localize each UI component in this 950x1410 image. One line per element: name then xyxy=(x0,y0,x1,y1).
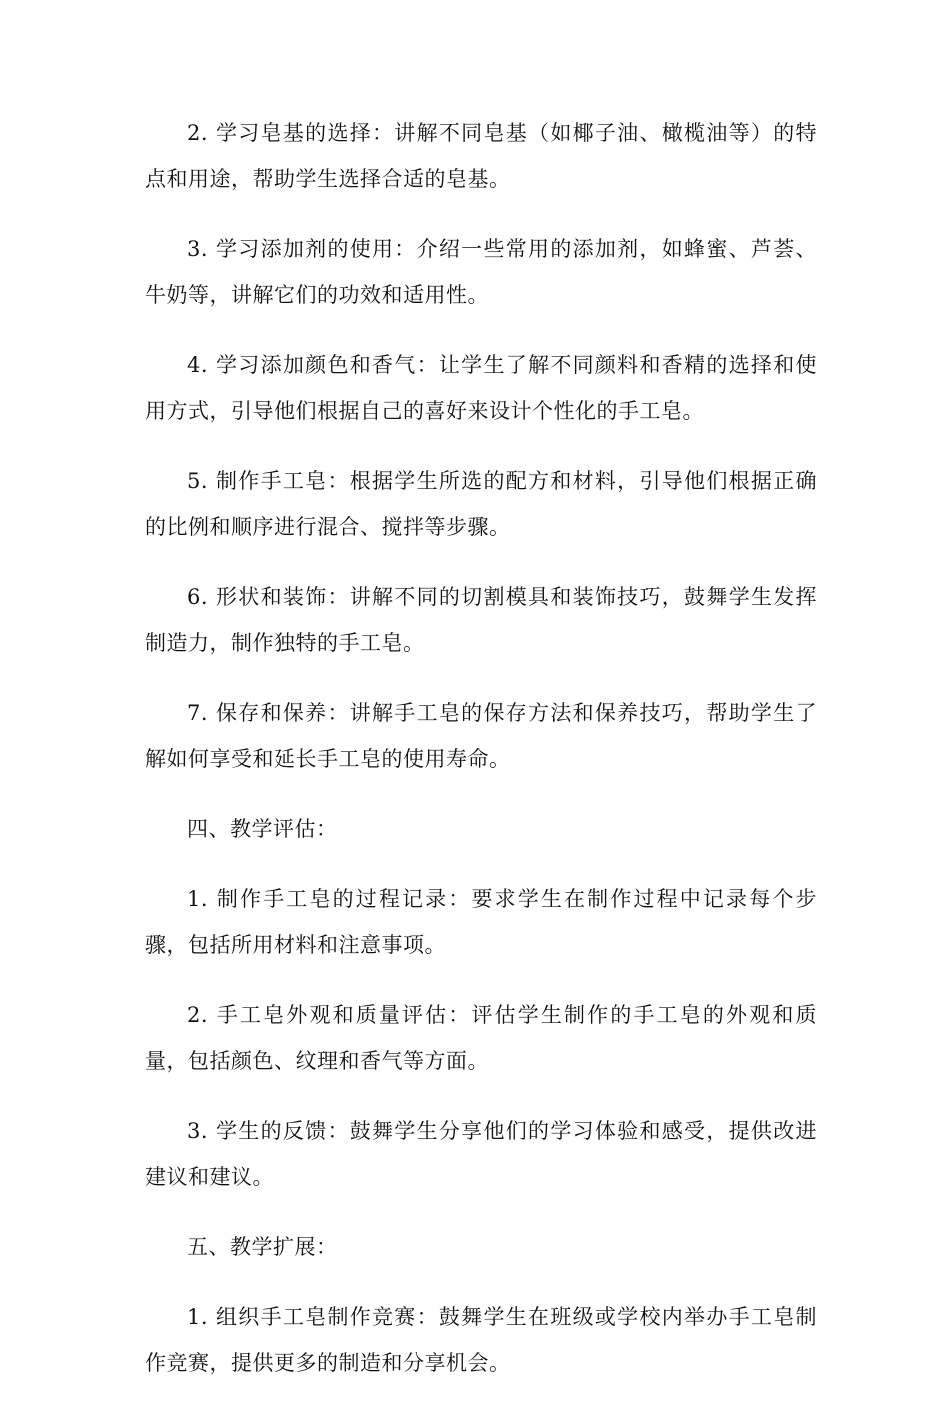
paragraph-additives: 3. 学习添加剂的使用：介绍一些常用的添加剂，如蜂蜜、芦荟、牛奶等，讲解它们的功效和适用性。 xyxy=(145,237,817,307)
paragraph-quality-assessment: 2. 手工皂外观和质量评估：评估学生制作的手工皂的外观和质量，包括颜色、纹理和香气等方面。 xyxy=(145,1003,817,1073)
paragraph-color-fragrance: 4. 学习添加颜色和香气：让学生了解不同颜料和香精的选择和使用方式，引导他们根据自己的喜好来设计个性化的手工皂。 xyxy=(145,353,817,423)
paragraph-storage-care: 7. 保存和保养：讲解手工皂的保存方法和保养技巧，帮助学生了解如何享受和延长手工皂的使用寿命。 xyxy=(145,701,817,771)
paragraph-shape-decoration: 6. 形状和装饰：讲解不同的切割模具和装饰技巧，鼓舞学生发挥制造力，制作独特的手工皂。 xyxy=(145,585,817,655)
paragraph-student-feedback: 3. 学生的反馈：鼓舞学生分享他们的学习体验和感受，提供改进建议和建议。 xyxy=(145,1119,817,1189)
document-body xyxy=(145,110,817,1410)
paragraph-process-record: 1. 制作手工皂的过程记录：要求学生在制作过程中记录每个步骤，包括所用材料和注意事项。 xyxy=(145,887,817,957)
paragraph-soap-base: 2. 学习皂基的选择：讲解不同皂基（如椰子油、橄榄油等）的特点和用途，帮助学生选择合适的皂基。 xyxy=(145,121,817,191)
section-heading-extension: 五、教学扩展： xyxy=(187,1235,338,1259)
paragraph-competition: 1. 组织手工皂制作竞赛：鼓舞学生在班级或学校内举办手工皂制作竞赛，提供更多的制造和分享机会。 xyxy=(145,1305,817,1375)
paragraph-making-soap: 5. 制作手工皂：根据学生所选的配方和材料，引导他们根据正确的比例和顺序进行混合、搅拌等步骤。 xyxy=(145,469,817,539)
section-heading-evaluation: 四、教学评估： xyxy=(187,817,338,841)
